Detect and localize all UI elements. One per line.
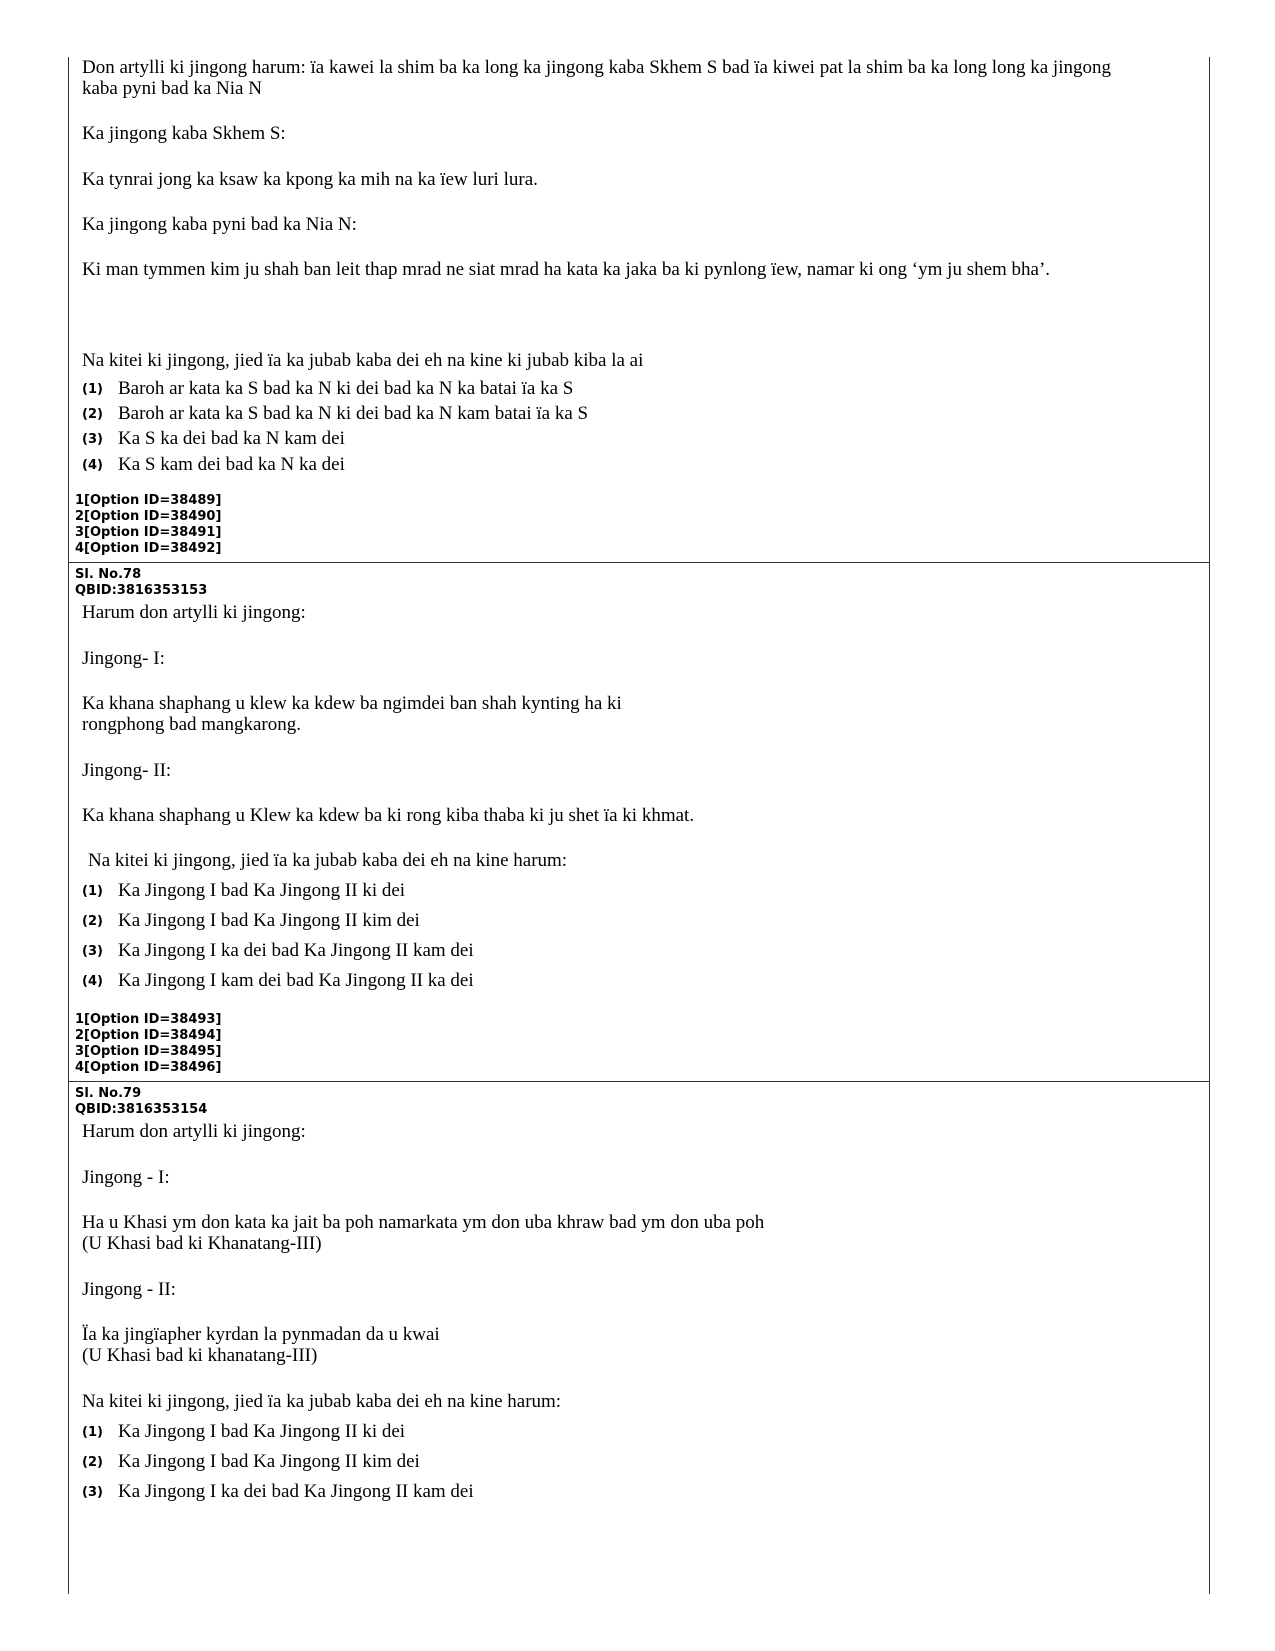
option-number: (2)	[82, 1455, 103, 1470]
q78-question: Na kitei ki jingong, jied ïa ka jubab kaba dei eh na kine harum:	[88, 850, 568, 871]
option-text: Ka Jingong I ka dei bad Ka Jingong II kam dei	[118, 1481, 474, 1502]
q79-question: Na kitei ki jingong, jied ïa ka jubab kaba dei eh na kine harum:	[82, 1391, 562, 1412]
q79-j1-line2: (U Khasi bad ki Khanatang-III)	[82, 1233, 322, 1254]
q78-sl-no: Sl. No.78	[75, 567, 142, 582]
q78-qbid: QBID:3816353153	[75, 583, 208, 598]
option-text: Ka Jingong I bad Ka Jingong II ki dei	[118, 1421, 406, 1442]
option-text: Ka Jingong I bad Ka Jingong II ki dei	[118, 880, 406, 901]
option-text: Baroh ar kata ka S bad ka N ki dei bad ka N ka batai ïa ka S	[118, 378, 574, 399]
q77-option-1	[82, 378, 573, 401]
option-number: (1)	[82, 884, 103, 899]
option-number: (3)	[82, 432, 103, 447]
q77-option-id-2: 2[Option ID=38490]	[75, 509, 222, 524]
option-text: Ka Jingong I bad Ka Jingong II kim dei	[118, 1451, 420, 1472]
option-number: (3)	[82, 944, 103, 959]
q78-option-id-1: 1[Option ID=38493]	[75, 1012, 222, 1027]
option-text: Ka Jingong I ka dei bad Ka Jingong II kam dei	[118, 940, 474, 961]
q79-option-2	[82, 1451, 420, 1474]
q79-sl-no: Sl. No.79	[75, 1086, 142, 1101]
q77-option-id-1: 1[Option ID=38489]	[75, 493, 222, 508]
q78-option-id-4: 4[Option ID=38496]	[75, 1060, 222, 1075]
q77-s-text: Ka tynrai jong ka ksaw ka kpong ka mih na ka ïew luri lura.	[82, 169, 538, 190]
option-number: (2)	[82, 914, 103, 929]
option-text: Ka S kam dei bad ka N ka dei	[118, 454, 345, 475]
q78-option-4	[82, 970, 474, 993]
option-number: (1)	[82, 382, 103, 397]
question-divider	[69, 1081, 1209, 1082]
q77-option-id-4: 4[Option ID=38492]	[75, 541, 222, 556]
q78-option-id-2: 2[Option ID=38494]	[75, 1028, 222, 1043]
question-paper-frame	[68, 57, 1210, 1594]
q77-n-heading: Ka jingong kaba pyni bad ka Nia N:	[82, 214, 357, 235]
q79-option-1	[82, 1421, 405, 1444]
q77-s-heading: Ka jingong kaba Skhem S:	[82, 123, 286, 144]
q78-option-2	[82, 910, 420, 933]
q79-qbid: QBID:3816353154	[75, 1102, 208, 1117]
q78-option-1	[82, 880, 405, 903]
option-text: Ka Jingong I kam dei bad Ka Jingong II ka dei	[118, 970, 474, 991]
q78-option-id-3: 3[Option ID=38495]	[75, 1044, 222, 1059]
option-number: (1)	[82, 1425, 103, 1440]
q78-option-3	[82, 940, 474, 963]
option-text: Baroh ar kata ka S bad ka N ki dei bad ka N kam batai ïa ka S	[118, 403, 589, 424]
q78-intro: Harum don artylli ki jingong:	[82, 602, 306, 623]
q78-j1-heading: Jingong- I:	[82, 648, 165, 669]
q79-j1-heading: Jingong - I:	[82, 1167, 170, 1188]
question-divider	[69, 562, 1209, 563]
q77-n-text: Ki man tymmen kim ju shah ban leit thap mrad ne siat mrad ha kata ka jaka ba ki pynlong ïew, namar ki ong ‘ym ju shem bha’.	[82, 259, 1051, 280]
q77-option-4	[82, 454, 345, 477]
q77-option-3	[82, 428, 345, 451]
q77-intro-line1: Don artylli ki jingong harum: ïa kawei la shim ba ka long ka jingong kaba Skhem S bad ïa kiwei pat la shim ba ka long long ka jingong	[82, 57, 1111, 78]
q79-j1-line1: Ha u Khasi ym don kata ka jait ba poh namarkata ym don uba khraw bad ym don uba poh	[82, 1212, 765, 1233]
q77-option-id-3: 3[Option ID=38491]	[75, 525, 222, 540]
q78-j1-line1: Ka khana shaphang u klew ka kdew ba ngimdei ban shah kynting ha ki	[82, 693, 622, 714]
q79-j2-heading: Jingong - II:	[82, 1279, 176, 1300]
option-number: (4)	[82, 458, 103, 473]
q78-j2-heading: Jingong- II:	[82, 760, 172, 781]
q79-j2-line1: Ïa ka jingïapher kyrdan la pynmadan da u kwai	[82, 1324, 440, 1345]
option-text: Ka Jingong I bad Ka Jingong II kim dei	[118, 910, 420, 931]
option-number: (4)	[82, 974, 103, 989]
q78-j2-text: Ka khana shaphang u Klew ka kdew ba ki rong kiba thaba ki ju shet ïa ki khmat.	[82, 805, 695, 826]
q79-intro: Harum don artylli ki jingong:	[82, 1121, 306, 1142]
q78-j1-line2: rongphong bad mangkarong.	[82, 714, 301, 735]
q77-intro-line2: kaba pyni bad ka Nia N	[82, 78, 262, 99]
q77-option-2	[82, 403, 588, 426]
option-text: Ka S ka dei bad ka N kam dei	[118, 428, 345, 449]
option-number: (2)	[82, 407, 103, 422]
q77-question: Na kitei ki jingong, jied ïa ka jubab kaba dei eh na kine ki jubab kiba la ai	[82, 350, 644, 371]
option-number: (3)	[82, 1485, 103, 1500]
q79-option-3	[82, 1481, 474, 1504]
q79-j2-line2: (U Khasi bad ki khanatang-III)	[82, 1345, 318, 1366]
